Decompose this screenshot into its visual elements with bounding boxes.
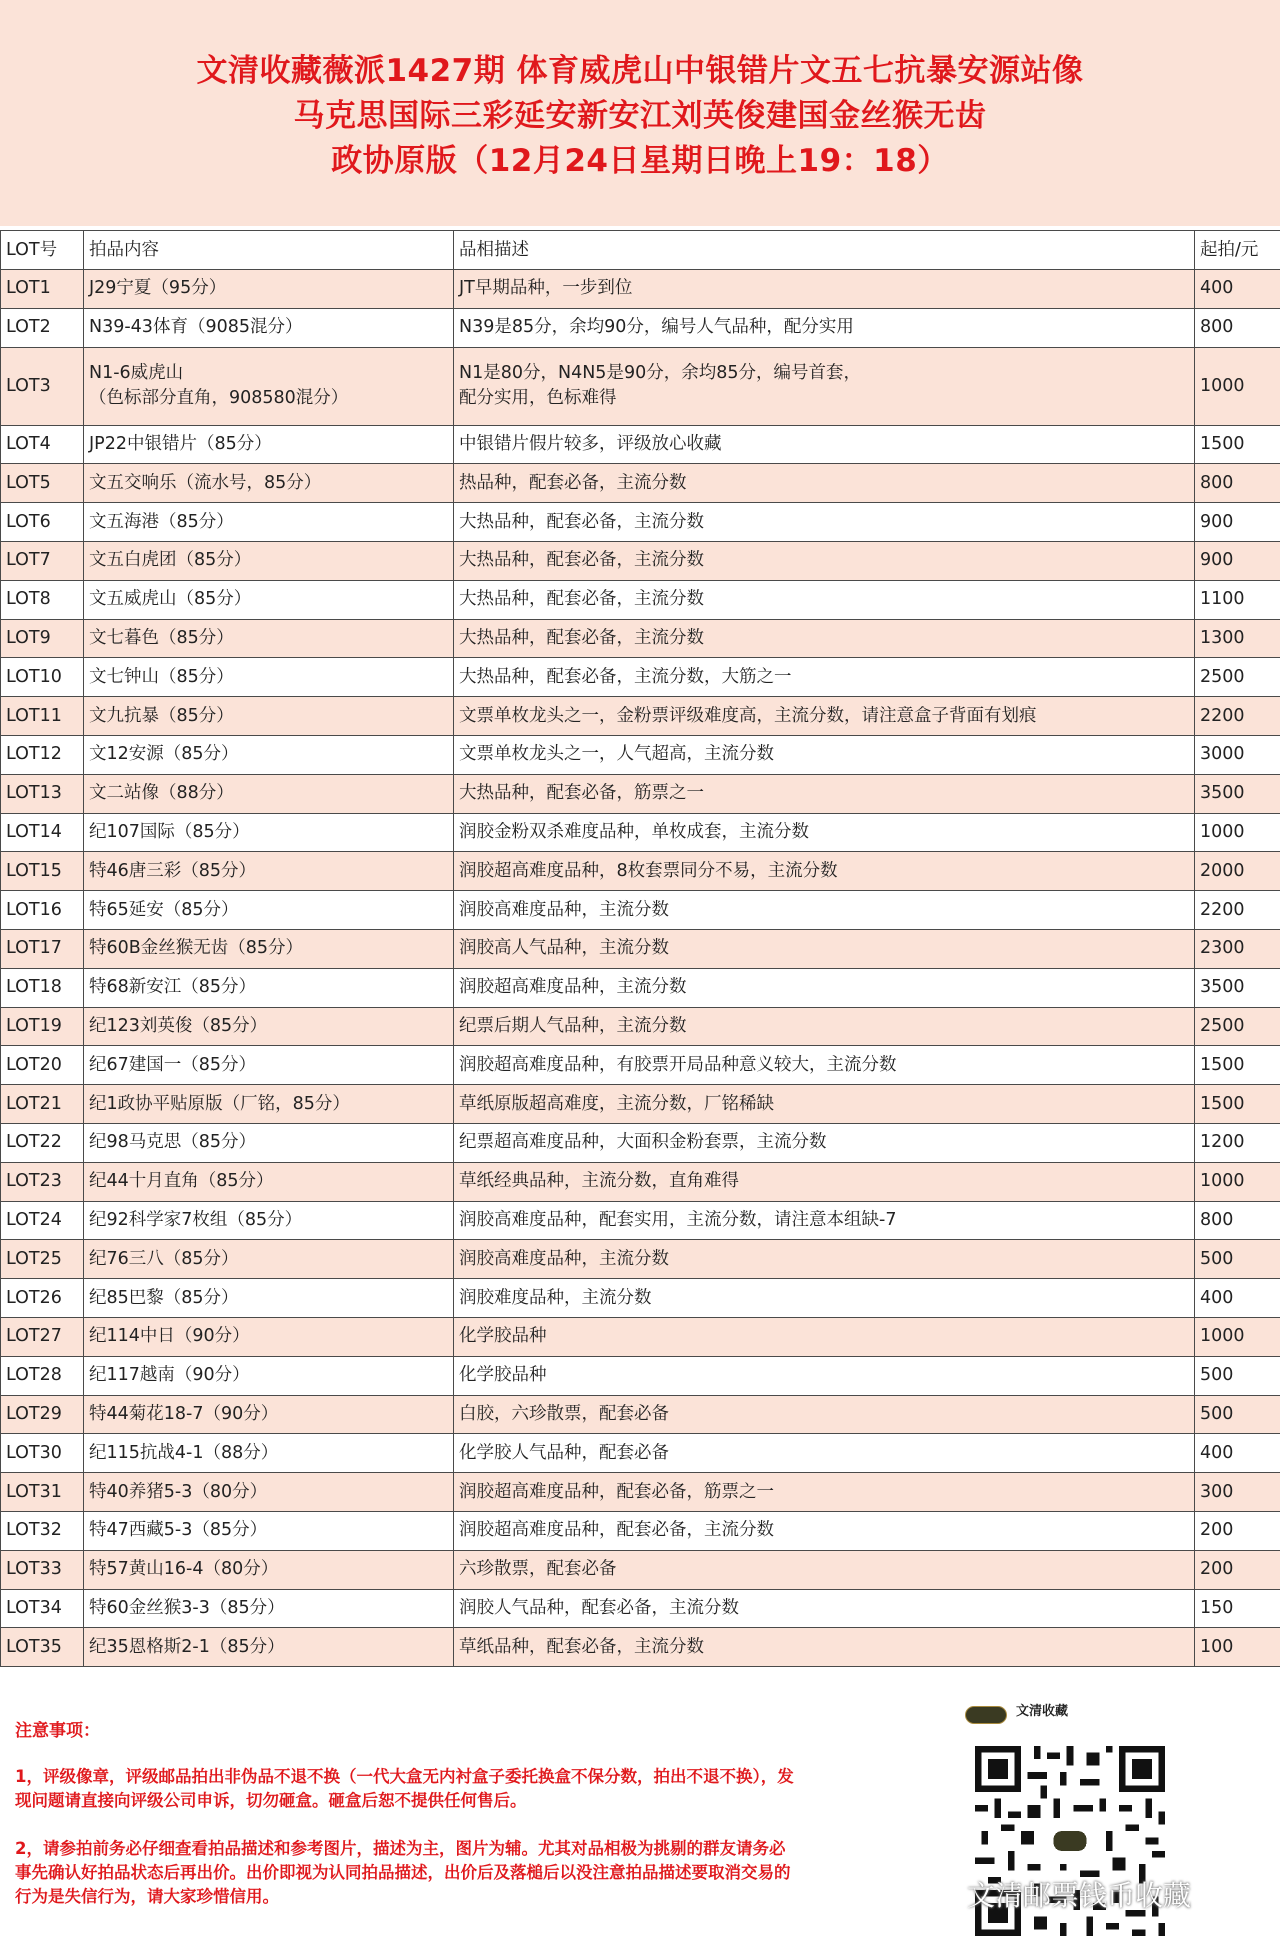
lot-item: 纪98马克思（85分）: [84, 1123, 454, 1162]
lot-description: 化学胶品种: [454, 1317, 1195, 1356]
lot-start-price: 400: [1195, 1434, 1280, 1473]
lot-start-price: 900: [1195, 503, 1280, 542]
lot-description: 润胶超高难度品种，8枚套票同分不易，主流分数: [454, 852, 1195, 891]
lot-start-price: 2500: [1195, 1007, 1280, 1046]
lot-item: 纪1政协平贴原版（厂铭，85分）: [84, 1085, 454, 1124]
lot-start-price: 2200: [1195, 697, 1280, 736]
lot-number: LOT29: [1, 1395, 84, 1434]
lot-item: 文五白虎团（85分）: [84, 541, 454, 580]
lot-number: LOT13: [1, 774, 84, 813]
lot-start-price: 200: [1195, 1550, 1280, 1589]
table-row: [1, 580, 1280, 619]
lot-description: 大热品种，配套必备，主流分数，大筋之一: [454, 658, 1195, 697]
lot-item: 特65延安（85分）: [84, 891, 454, 930]
table-row: [1, 425, 1280, 464]
lot-item: N39-43体育（9085混分）: [84, 308, 454, 347]
lot-description: N39是85分，余均90分，编号人气品种，配分实用: [454, 308, 1195, 347]
watermark-text: 文清邮票钱币收藏: [967, 1879, 1192, 1912]
watermark: [925, 1874, 1191, 1914]
lot-item: 特68新安江（85分）: [84, 968, 454, 1007]
lot-item: 特60金丝猴3-3（85分）: [84, 1589, 454, 1628]
lot-description: 润胶高难度品种，主流分数: [454, 891, 1195, 930]
lot-description: 草纸品种，配套必备，主流分数: [454, 1628, 1195, 1667]
lot-item: 纪44十月直角（85分）: [84, 1162, 454, 1201]
lot-number: LOT12: [1, 735, 84, 774]
table-row: [1, 735, 1280, 774]
lot-number: LOT33: [1, 1550, 84, 1589]
lot-item: 文九抗暴（85分）: [84, 697, 454, 736]
lot-start-price: 1100: [1195, 580, 1280, 619]
lot-number: LOT8: [1, 580, 84, 619]
lot-description: 大热品种，配套必备，筋票之一: [454, 774, 1195, 813]
table-row: [1, 1162, 1280, 1201]
lot-start-price: 500: [1195, 1240, 1280, 1279]
brand-name: 文清收藏: [1016, 1704, 1069, 1719]
table-row: [1, 968, 1280, 1007]
lot-item: 纪114中日（90分）: [84, 1317, 454, 1356]
lot-item: 纪76三八（85分）: [84, 1240, 454, 1279]
lot-number: LOT5: [1, 464, 84, 503]
lot-start-price: 2300: [1195, 929, 1280, 968]
lot-description: 润胶高难度品种，配套实用，主流分数，请注意本组缺-7: [454, 1201, 1195, 1240]
lot-item: 纪107国际（85分）: [84, 813, 454, 852]
lot-description: 大热品种，配套必备，主流分数: [454, 541, 1195, 580]
table-row: [1, 891, 1280, 930]
table-row: [1, 270, 1280, 309]
lot-item: 纪35恩格斯2-1（85分）: [84, 1628, 454, 1667]
lot-number: LOT22: [1, 1123, 84, 1162]
lot-description: 大热品种，配套必备，主流分数: [454, 580, 1195, 619]
lot-item: 文五海港（85分）: [84, 503, 454, 542]
lot-item: 纪117越南（90分）: [84, 1356, 454, 1395]
lot-item: 特60B金丝猴无齿（85分）: [84, 929, 454, 968]
table-row: [1, 503, 1280, 542]
lot-item: 纪92科学家7枚组（85分）: [84, 1201, 454, 1240]
auction-lot-table: [0, 230, 1280, 1667]
lot-start-price: 1300: [1195, 619, 1280, 658]
column-header-item: 拍品内容: [84, 231, 454, 270]
table-row: [1, 852, 1280, 891]
lot-item: 纪123刘英俊（85分）: [84, 1007, 454, 1046]
lot-start-price: 1000: [1195, 1317, 1280, 1356]
lot-description: 六珍散票，配套必备: [454, 1550, 1195, 1589]
table-row: [1, 774, 1280, 813]
table-row: [1, 1434, 1280, 1473]
table-row: [1, 1279, 1280, 1318]
lot-number: LOT19: [1, 1007, 84, 1046]
lot-item: 文五交响乐（流水号，85分）: [84, 464, 454, 503]
lot-description: 文票单枚龙头之一，金粉票评级难度高，主流分数，请注意盒子背面有划痕: [454, 697, 1195, 736]
lot-number: LOT6: [1, 503, 84, 542]
table-row: [1, 1356, 1280, 1395]
table-row: [1, 1007, 1280, 1046]
lot-start-price: 1000: [1195, 813, 1280, 852]
brand-logo-icon: [965, 1706, 1007, 1724]
lot-start-price: 400: [1195, 270, 1280, 309]
lot-item: [84, 347, 454, 425]
lot-description: 文票单枚龙头之一，人气超高，主流分数: [454, 735, 1195, 774]
lot-description: 纪票超高难度品种，大面积金粉套票，主流分数: [454, 1123, 1195, 1162]
lot-start-price: 800: [1195, 464, 1280, 503]
lot-description: 化学胶人气品种，配套必备: [454, 1434, 1195, 1473]
table-header-row: [1, 231, 1280, 270]
lot-number: LOT27: [1, 1317, 84, 1356]
table-row: [1, 1123, 1280, 1162]
lot-start-price: 2200: [1195, 891, 1280, 930]
lot-item: 特44菊花18-7（90分）: [84, 1395, 454, 1434]
lot-description: 大热品种，配套必备，主流分数: [454, 503, 1195, 542]
lot-number: LOT17: [1, 929, 84, 968]
lot-description: 中银错片假片较多，评级放心收藏: [454, 425, 1195, 464]
lot-start-price: 200: [1195, 1511, 1280, 1550]
lot-number: LOT21: [1, 1085, 84, 1124]
table-row: [1, 1046, 1280, 1085]
table-row: [1, 464, 1280, 503]
lot-description: 草纸原版超高难度，主流分数，厂铭稀缺: [454, 1085, 1195, 1124]
lot-start-price: 1500: [1195, 425, 1280, 464]
lot-description: 润胶人气品种，配套必备，主流分数: [454, 1589, 1195, 1628]
lot-description: 润胶金粉双杀难度品种，单枚成套，主流分数: [454, 813, 1195, 852]
lot-number: LOT1: [1, 270, 84, 309]
title-line-3: 政协原版（12月24日星期日晚上19：18）: [331, 142, 949, 179]
lot-number: LOT7: [1, 541, 84, 580]
table-row: [1, 697, 1280, 736]
table-row: [1, 1628, 1280, 1667]
lot-item: J29宁夏（95分）: [84, 270, 454, 309]
lot-number: LOT11: [1, 697, 84, 736]
lot-start-price: 900: [1195, 541, 1280, 580]
lot-item-line-1: N1-6威虎山: [89, 363, 184, 384]
table-row: [1, 1201, 1280, 1240]
lot-description: 润胶超高难度品种，有胶票开局品种意义较大，主流分数: [454, 1046, 1195, 1085]
lot-item: 纪115抗战4-1（88分）: [84, 1434, 454, 1473]
lot-number: LOT18: [1, 968, 84, 1007]
lot-description-line-2: 配分实用，色标难得: [459, 388, 617, 409]
table-row: [1, 1473, 1280, 1512]
lot-item: 文二站像（88分）: [84, 774, 454, 813]
table-row: [1, 1550, 1280, 1589]
lot-item: 文12安源（85分）: [84, 735, 454, 774]
lot-number: LOT24: [1, 1201, 84, 1240]
lot-item: 纪67建国一（85分）: [84, 1046, 454, 1085]
table-row: [1, 541, 1280, 580]
column-header-description: 品相描述: [454, 231, 1195, 270]
title-line-1: 文清收藏薇派1427期 体育威虎山中银错片文五七抗暴安源站像: [196, 52, 1084, 89]
lot-number: LOT32: [1, 1511, 84, 1550]
lot-start-price: 2500: [1195, 658, 1280, 697]
lot-number: LOT25: [1, 1240, 84, 1279]
lot-start-price: 500: [1195, 1395, 1280, 1434]
table-row: [1, 1395, 1280, 1434]
lot-description: 润胶超高难度品种，配套必备，筋票之一: [454, 1473, 1195, 1512]
lot-start-price: 2000: [1195, 852, 1280, 891]
lot-number: LOT31: [1, 1473, 84, 1512]
lot-number: LOT10: [1, 658, 84, 697]
lot-start-price: 400: [1195, 1279, 1280, 1318]
notes-title: 注意事项：: [15, 1721, 100, 1741]
table-row: [1, 347, 1280, 425]
table-row: [1, 1240, 1280, 1279]
lot-start-price: 1500: [1195, 1085, 1280, 1124]
lot-number: LOT30: [1, 1434, 84, 1473]
column-header-start-price: 起拍/元: [1195, 231, 1280, 270]
lot-start-price: 300: [1195, 1473, 1280, 1512]
lot-item: 文五威虎山（85分）: [84, 580, 454, 619]
table-row: [1, 308, 1280, 347]
lot-start-price: 150: [1195, 1589, 1280, 1628]
lot-description-line-1: N1是80分，N4N5是90分，余均85分，编号首套，: [459, 363, 861, 384]
table-row: [1, 1511, 1280, 1550]
lot-number: LOT15: [1, 852, 84, 891]
lot-description: 白胶，六珍散票，配套必备: [454, 1395, 1195, 1434]
lot-description: 润胶难度品种，主流分数: [454, 1279, 1195, 1318]
lot-number: LOT20: [1, 1046, 84, 1085]
lot-description: 润胶高难度品种，主流分数: [454, 1240, 1195, 1279]
lot-description: 纪票后期人气品种，主流分数: [454, 1007, 1195, 1046]
lot-item: 文七暮色（85分）: [84, 619, 454, 658]
wechat-icon: [925, 1881, 959, 1907]
table-row: [1, 929, 1280, 968]
lot-number: LOT16: [1, 891, 84, 930]
table-row: [1, 619, 1280, 658]
lot-item: 特40养猪5-3（80分）: [84, 1473, 454, 1512]
lot-number: LOT23: [1, 1162, 84, 1201]
page-header: [0, 0, 1280, 226]
lot-start-price: 1500: [1195, 1046, 1280, 1085]
lot-start-price: 1000: [1195, 1162, 1280, 1201]
lot-description: 润胶超高难度品种，配套必备，主流分数: [454, 1511, 1195, 1550]
lot-description: 润胶超高难度品种，主流分数: [454, 968, 1195, 1007]
lot-item: 纪85巴黎（85分）: [84, 1279, 454, 1318]
lot-start-price: 500: [1195, 1356, 1280, 1395]
lot-description: 热品种，配套必备，主流分数: [454, 464, 1195, 503]
lot-number: LOT28: [1, 1356, 84, 1395]
lot-number: LOT14: [1, 813, 84, 852]
lot-number: LOT34: [1, 1589, 84, 1628]
title-line-2: 马克思国际三彩延安新安江刘英俊建国金丝猴无齿: [293, 97, 987, 134]
brand-header: [960, 1696, 1190, 1736]
lot-number: LOT2: [1, 308, 84, 347]
lot-start-price: 3500: [1195, 774, 1280, 813]
lot-start-price: 1000: [1195, 347, 1280, 425]
lot-description: 化学胶品种: [454, 1356, 1195, 1395]
lot-start-price: 1200: [1195, 1123, 1280, 1162]
column-header-lot: LOT号: [1, 231, 84, 270]
lot-number: LOT4: [1, 425, 84, 464]
lot-item: 特57黄山16-4（80分）: [84, 1550, 454, 1589]
table-row: [1, 658, 1280, 697]
lot-start-price: 800: [1195, 308, 1280, 347]
table-row: [1, 1317, 1280, 1356]
lot-item: 特47西藏5-3（85分）: [84, 1511, 454, 1550]
note-paragraph-1: 1，评级像章，评级邮品拍出非伪品不退不换（一代大盒无内衬盒子委托换盒不保分数，拍出不退不换），发现问题请直接向评级公司申诉，切勿砸盒。砸盒后恕不提供任何售后。: [15, 1767, 794, 1810]
lot-description: [454, 347, 1195, 425]
lot-number: LOT3: [1, 347, 84, 425]
lot-start-price: 3500: [1195, 968, 1280, 1007]
table-row: [1, 813, 1280, 852]
lot-item: JP22中银错片（85分）: [84, 425, 454, 464]
table-row: [1, 1085, 1280, 1124]
lot-item: 特46唐三彩（85分）: [84, 852, 454, 891]
table-body: [1, 270, 1280, 1667]
table-row: [1, 1589, 1280, 1628]
lot-item: 文七钟山（85分）: [84, 658, 454, 697]
lot-number: LOT9: [1, 619, 84, 658]
lot-description: 草纸经典品种，主流分数，直角难得: [454, 1162, 1195, 1201]
lot-start-price: 800: [1195, 1201, 1280, 1240]
lot-description: JT早期品种，一步到位: [454, 270, 1195, 309]
lot-item-line-2: （色标部分直角，908580混分）: [89, 388, 349, 409]
lot-description: 润胶高人气品种，主流分数: [454, 929, 1195, 968]
lot-start-price: 3000: [1195, 735, 1280, 774]
lot-number: LOT26: [1, 1279, 84, 1318]
lot-start-price: 100: [1195, 1628, 1280, 1667]
lot-description: 大热品种，配套必备，主流分数: [454, 619, 1195, 658]
lot-number: LOT35: [1, 1628, 84, 1667]
note-paragraph-2: 2，请参拍前务必仔细查看拍品描述和参考图片，描述为主，图片为辅。尤其对品相极为挑剔的群友请务必事先确认好拍品状态后再出价。出价即视为认同拍品描述，出价后及落槌后以没注意拍品描述要取消交易的行为是失信行为，请大家珍惜信用。: [15, 1839, 791, 1906]
